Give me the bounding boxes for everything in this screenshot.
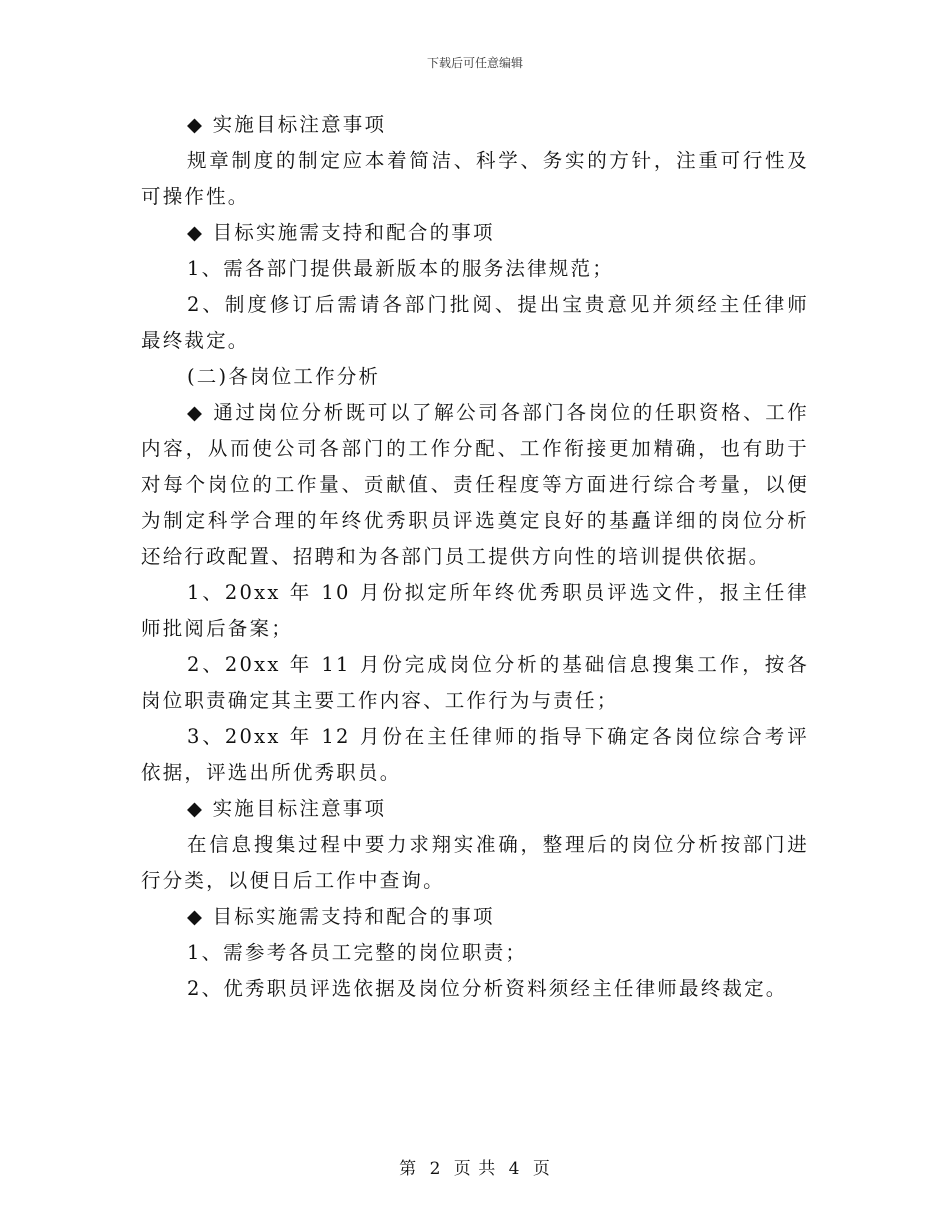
paragraph: 在信息搜集过程中要力求翔实准确，整理后的岗位分析按部门进行分类，以便日后工作中查询。 xyxy=(141,833,809,892)
section-heading-notes: ◆ 实施目标注意事项 xyxy=(187,797,387,820)
list-item: 1、需参考各员工完整的岗位职责； xyxy=(187,941,528,964)
footer-suffix: 页 xyxy=(532,1159,551,1179)
section-heading-support: ◆ 目标实施需支持和配合的事项 xyxy=(187,221,495,244)
page-footer xyxy=(0,1154,950,1179)
paragraph: 规章制度的制定应本着简洁、科学、务实的方针，注重可行性及可操作性。 xyxy=(141,149,809,208)
paragraph: ◆ 通过岗位分析既可以了解公司各部门各岗位的任职资格、工作内容，从而使公司各部门的工作分配、工作衔接更加精确，也有助于对每个岗位的工作量、贡献值、责任程度等方面进行综合考量，以便为制定科学合理的年终优秀职员评选奠定良好的基矗详细的岗位分析还给行政配置、招聘和为各部门员工提供方向性的培训提供依据。 xyxy=(141,401,809,568)
page-header: 下载后可任意编辑 xyxy=(426,56,523,70)
list-item: 2、20xx 年 11 月份完成岗位分析的基础信息搜集工作，按各岗位职责确定其主要工作内容、工作行为与责任； xyxy=(141,653,809,712)
footer-middle: 页 共 xyxy=(453,1159,497,1179)
footer-page-number: 2 xyxy=(429,1159,442,1179)
footer-prefix: 第 xyxy=(399,1159,418,1179)
section-heading-notes: ◆ 实施目标注意事项 xyxy=(187,113,387,136)
list-item: 1、需各部门提供最新版本的服务法律规范； xyxy=(187,257,614,280)
footer-total-pages: 4 xyxy=(508,1159,521,1179)
list-item: 2、优秀职员评选依据及岗位分析资料须经主任律师最终裁定。 xyxy=(187,977,788,1000)
list-item: 2、制度修订后需请各部门批阅、提出宝贵意见并须经主任律师最终裁定。 xyxy=(141,293,809,352)
list-item: 1、20xx 年 10 月份拟定所年终优秀职员评选文件，报主任律师批阅后备案； xyxy=(141,581,809,640)
document-body xyxy=(141,107,809,1007)
section-title: (二)各岗位工作分析 xyxy=(187,365,381,388)
section-heading-support: ◆ 目标实施需支持和配合的事项 xyxy=(187,905,495,928)
list-item: 3、20xx 年 12 月份在主任律师的指导下确定各岗位综合考评依据，评选出所优秀职员。 xyxy=(141,725,809,784)
